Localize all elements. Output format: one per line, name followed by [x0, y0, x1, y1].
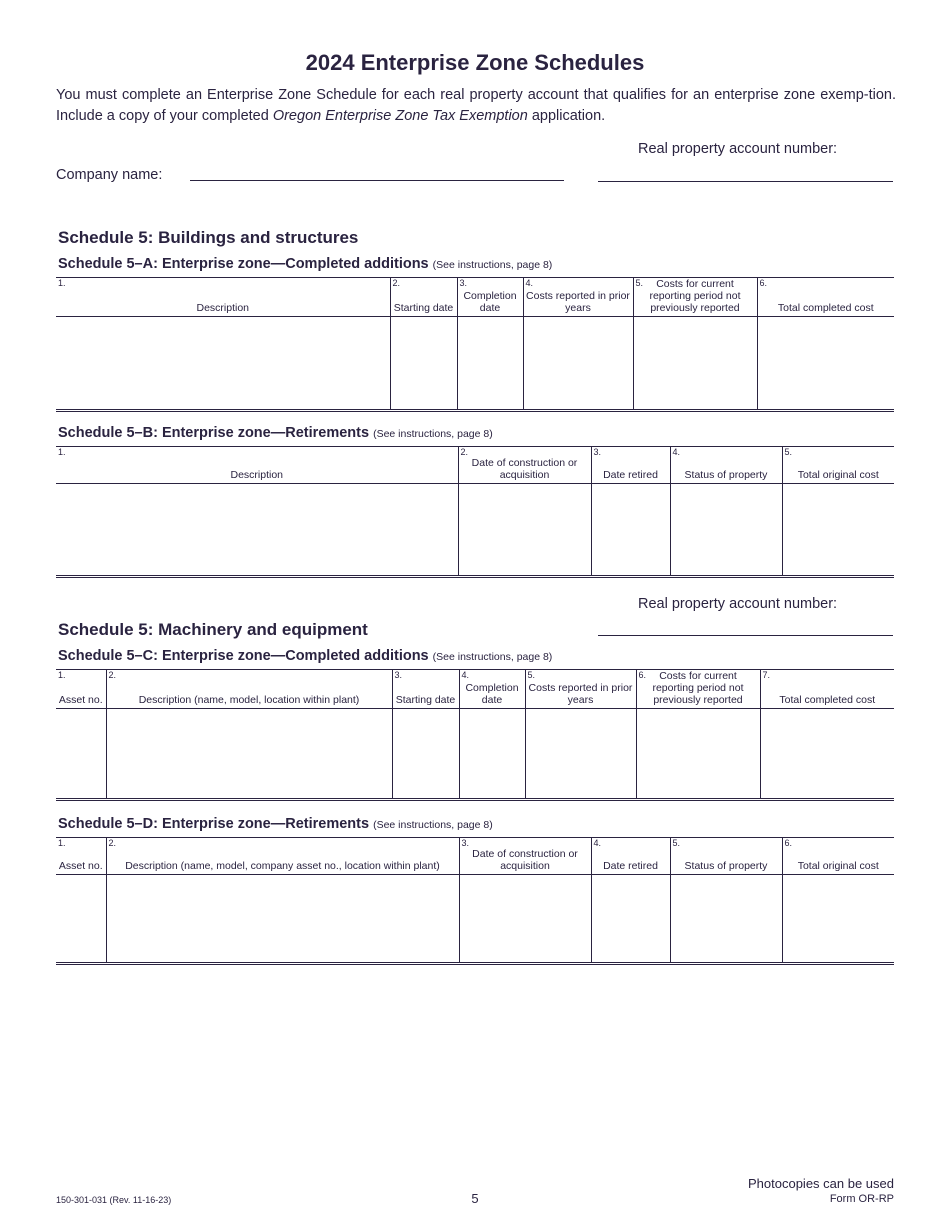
company-name-field[interactable]	[190, 180, 564, 181]
form-name: Form OR-RP	[829, 1193, 894, 1205]
col-original-cost: 5. Total original cost	[782, 447, 894, 484]
schedule-a-title-text: Schedule 5–A: Enterprise zone—Completed additions	[58, 256, 429, 272]
form-revision-number: 150-301-031 (Rev. 11-16-23)	[56, 1195, 172, 1205]
schedule-c-entry-row[interactable]	[56, 709, 894, 800]
intro-application-name: Oregon Enterprise Zone Tax Exemption	[272, 108, 528, 124]
company-name-label: Company name:	[56, 167, 163, 183]
col-description: 2. Description (name, model, location within plant)	[106, 670, 392, 709]
col-construction-date: 2. Date of construction or acquisition	[458, 447, 591, 484]
col-asset-no: 1. Asset no.	[56, 838, 106, 875]
col-prior-costs: 4. Costs reported in prior years	[523, 278, 633, 317]
col-description: 2. Description (name, model, company asset no., location within plant)	[106, 838, 459, 875]
schedule-d-table	[56, 837, 894, 965]
schedule-d-entry-row[interactable]	[56, 875, 894, 964]
schedule-a-entry-row[interactable]	[56, 317, 894, 411]
schedule-a-note: (See instructions, page 8)	[432, 259, 553, 271]
account-number-field-2[interactable]	[598, 635, 893, 636]
col-current-costs: 5. Costs for current reporting period not previously reported	[633, 278, 757, 317]
section-buildings-title: Schedule 5: Buildings and structures	[58, 228, 359, 247]
schedule-b-note: (See instructions, page 8)	[373, 428, 493, 440]
section-machinery-title: Schedule 5: Machinery and equipment	[58, 620, 368, 639]
page-title: 2024 Enterprise Zone Schedules	[305, 50, 645, 75]
schedule-d-title	[58, 816, 493, 832]
account-number-field[interactable]	[598, 181, 893, 182]
schedule-a-title	[58, 256, 552, 272]
col-completion-date: 3. Completion date	[457, 278, 523, 317]
col-total-cost: 7. Total completed cost	[760, 670, 894, 709]
col-original-cost: 6. Total original cost	[782, 838, 894, 875]
schedule-d-title-text: Schedule 5–D: Enterprise zone—Retirements	[58, 816, 370, 832]
col-asset-no: 1. Asset no.	[56, 670, 106, 709]
col-description: 1. Description	[56, 447, 458, 484]
account-number-label-2: Real property account number:	[638, 596, 838, 612]
schedule-a-table	[56, 277, 894, 412]
col-total-cost: 6. Total completed cost	[757, 278, 894, 317]
schedule-c-table	[56, 669, 894, 801]
col-completion-date: 4. Completion date	[459, 670, 525, 709]
col-status: 5. Status of property	[670, 838, 782, 875]
page-number: 5	[471, 1191, 479, 1206]
col-description: 1. Description	[56, 278, 390, 317]
col-starting-date: 2. Starting date	[390, 278, 457, 317]
schedule-b-title	[58, 425, 493, 441]
schedule-c-title	[58, 648, 552, 664]
intro-text: You must complete an Enterprise Zone Schedule for each real property account that qualifies for an enterprise zone exemp-tion. Include a copy of your completed	[56, 87, 896, 124]
col-starting-date: 3. Starting date	[392, 670, 459, 709]
photocopies-note: Photocopies can be used	[748, 1176, 894, 1191]
col-date-retired: 4. Date retired	[591, 838, 670, 875]
schedule-b-entry-row[interactable]	[56, 484, 894, 577]
intro-paragraph	[56, 85, 896, 127]
col-construction-date: 3. Date of construction or acquisition	[459, 838, 591, 875]
schedule-c-note: (See instructions, page 8)	[432, 651, 553, 663]
schedule-b-title-text: Schedule 5–B: Enterprise zone—Retirements	[58, 425, 370, 441]
intro-text-end: application.	[527, 108, 606, 124]
schedule-c-title-text: Schedule 5–C: Enterprise zone—Completed additions	[58, 648, 429, 664]
account-number-label: Real property account number:	[638, 141, 838, 157]
col-date-retired: 3. Date retired	[591, 447, 670, 484]
schedule-d-note: (See instructions, page 8)	[373, 819, 493, 831]
schedule-b-table	[56, 446, 894, 578]
col-prior-costs: 5. Costs reported in prior years	[525, 670, 636, 709]
col-current-costs: 6. Costs for current reporting period not previously reported	[636, 670, 760, 709]
col-status: 4. Status of property	[670, 447, 782, 484]
